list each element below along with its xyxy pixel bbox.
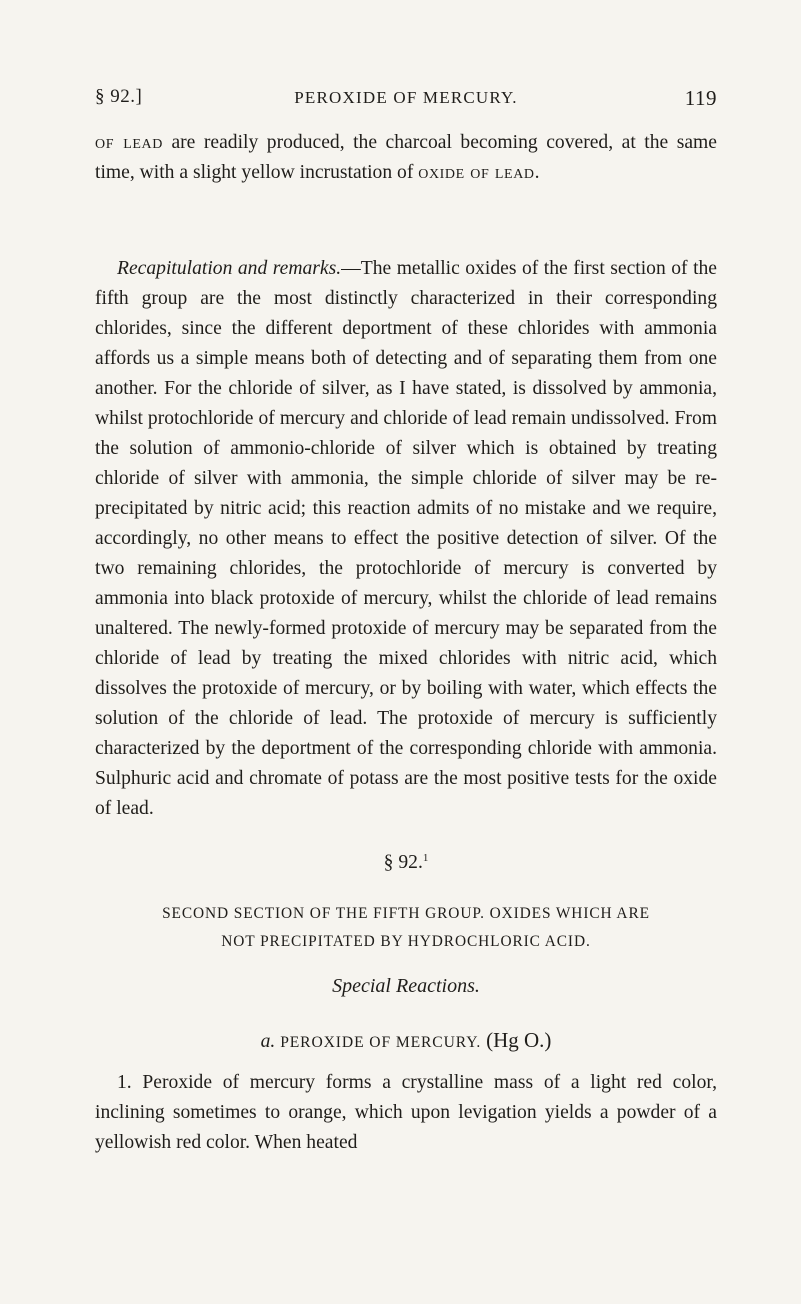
page-number: 119 — [684, 86, 717, 110]
recapitulation-paragraph — [95, 254, 717, 824]
small-caps-lead: of lead — [95, 132, 163, 153]
reaction-letter: a. — [260, 1031, 276, 1052]
section-number — [95, 852, 717, 874]
paragraph-text: —The metallic oxides of the first section of the fifth group are the most distinctly characterized in their corresponding chlorides, since the different deportment of these chlorides with ammonia affords us a simple means both of detecting and of separating them from one another. For the chloride of silver, as I have stated, is dissolved by ammonia, whilst protochloride of mercury and chloride of lead remain undissolved. From the solution of ammonio-chloride of silver which is obtained by treating chloride of silver with ammonia, the simple chloride of silver may be re-precipitated by nitric acid; this reaction admits of no mistake and we require, accordingly, no other means to effect the positive detection of silver. Of the two remaining chlorides, the protochloride of mercury is converted by ammonia into black protoxide of mercury, whilst the chloride of lead remains unaltered. The newly-formed protoxide of mercury may be separated from the chloride of lead by treating the mixed chlorides with nitric acid, which dissolves the protoxide of mercury, or by boiling with water, which effects the solution of the chloride of lead. The protoxide of mercury is sufficiently characterized by the deportment of the corresponding chloride with ammonia. Sulphuric acid and chromate of potass are the most positive tests for the oxide of lead. — [95, 258, 718, 819]
section-title-line-1: SECOND SECTION OF THE FIFTH GROUP. OXIDES WHICH ARE — [162, 905, 650, 922]
paragraph-text: are readily produced, the charcoal becoming covered, at the same time, with a slight yellow incrustation of — [95, 132, 717, 183]
section-title — [95, 900, 717, 956]
section-mark-text: § 92. — [383, 852, 423, 873]
paragraph-continuation — [95, 128, 717, 188]
running-head — [95, 86, 717, 112]
reaction-name: PEROXIDE OF MERCURY. — [280, 1034, 482, 1051]
special-reactions-heading: Special Reactions. — [332, 975, 480, 997]
reaction-paragraph: 1. Peroxide of mercury forms a crystalline mass of a light red color, inclining sometimes to orange, which upon levigation yields a powder of a yellowish red color. When heated — [95, 1072, 717, 1153]
italic-heading: Recapitulation and remarks. — [117, 258, 342, 279]
reaction-heading — [95, 1028, 717, 1053]
small-caps-tail: oxide of lead — [418, 162, 535, 183]
section-title-line-2: NOT PRECIPITATED BY HYDROCHLORIC ACID. — [221, 933, 591, 950]
section-reference: § 92.] — [95, 86, 143, 107]
running-title: PEROXIDE OF MERCURY. — [294, 88, 518, 107]
paragraph-end: . — [534, 162, 540, 183]
footnote-ref: 1 — [422, 852, 429, 864]
chemical-formula: (Hg O.) — [486, 1028, 552, 1052]
